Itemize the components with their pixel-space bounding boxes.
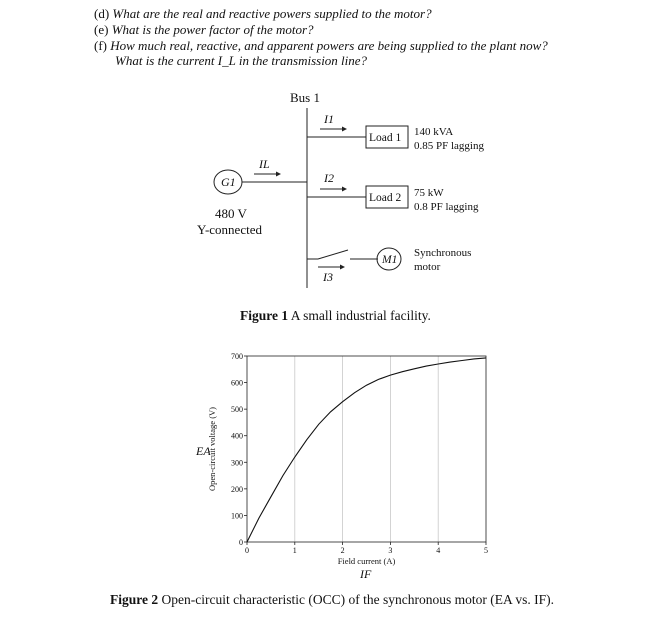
load1-rating2: 0.85 PF lagging xyxy=(414,140,484,152)
y-tick-label: 100 xyxy=(231,511,243,521)
x-tick-label: 4 xyxy=(436,546,441,555)
generator-label: G1 xyxy=(221,175,236,189)
y-symbol: EA xyxy=(196,444,211,458)
x-symbol: IF xyxy=(360,567,372,581)
figure1-caption xyxy=(240,308,431,324)
x-tick-label: 0 xyxy=(245,546,249,555)
load1-rating1: 140 kVA xyxy=(414,126,454,138)
question-label: (d) xyxy=(94,6,110,21)
voltage-label: 480 V xyxy=(215,206,247,221)
y-tick-label: 500 xyxy=(231,405,243,415)
figure1-caption-number: Figure 1 xyxy=(240,308,289,323)
connection-label: Y-connected xyxy=(197,222,262,237)
chart-grid xyxy=(295,356,438,542)
x-tick-label: 2 xyxy=(340,546,345,555)
motor-symbol-label: M1 xyxy=(382,254,398,266)
i1-label: I1 xyxy=(324,112,334,126)
y-tick-label: 0 xyxy=(239,538,243,547)
x-tick-label: 3 xyxy=(388,546,393,555)
y-axis-label: Open-circuit voltage (V) xyxy=(207,406,217,492)
load2-rating1: 75 kW xyxy=(414,187,444,199)
figure1-caption-text: A small industrial facility. xyxy=(290,308,431,323)
x-axis-label: Field current (A) xyxy=(337,556,396,566)
question-text: What is the current I_L in the transmission line? xyxy=(115,53,368,68)
load2-label: Load 2 xyxy=(369,192,402,204)
il-label: IL xyxy=(259,157,270,171)
y-tick-label: 600 xyxy=(231,378,243,388)
y-tick-label: 300 xyxy=(231,458,243,468)
motor-label2: motor xyxy=(414,261,441,273)
x-tick-label: 1 xyxy=(292,546,297,555)
chart-ticks xyxy=(231,352,488,555)
occ-curve xyxy=(247,358,486,542)
y-tick-label: 700 xyxy=(231,352,243,361)
chart-frame xyxy=(247,356,486,542)
bus-label: Bus 1 xyxy=(290,90,320,105)
y-tick-label: 200 xyxy=(231,484,243,494)
figure2-caption xyxy=(110,592,554,608)
motor-label1: Synchronous xyxy=(414,247,472,259)
figure2-caption-text: Open-circuit characteristic (OCC) of the synchronous motor (EA vs. IF). xyxy=(161,592,555,607)
motor-switch xyxy=(318,250,348,259)
occ-chart xyxy=(0,340,659,590)
question-text: What are the real and reactive powers supplied to the motor? xyxy=(112,6,432,21)
x-tick-label: 5 xyxy=(484,546,488,555)
question-label: (e) xyxy=(94,22,109,37)
i2-label: I2 xyxy=(324,171,334,185)
y-tick-label: 400 xyxy=(231,431,243,441)
load1-label: Load 1 xyxy=(369,132,402,144)
question-label: (f) xyxy=(94,38,107,53)
load2-rating2: 0.8 PF lagging xyxy=(414,201,479,213)
question-text: How much real, reactive, and apparent powers are being supplied to the plant now? xyxy=(110,38,548,53)
i3-label: I3 xyxy=(323,270,333,284)
figure2-caption-number: Figure 2 xyxy=(110,592,159,607)
question-text: What is the power factor of the motor? xyxy=(111,22,314,37)
